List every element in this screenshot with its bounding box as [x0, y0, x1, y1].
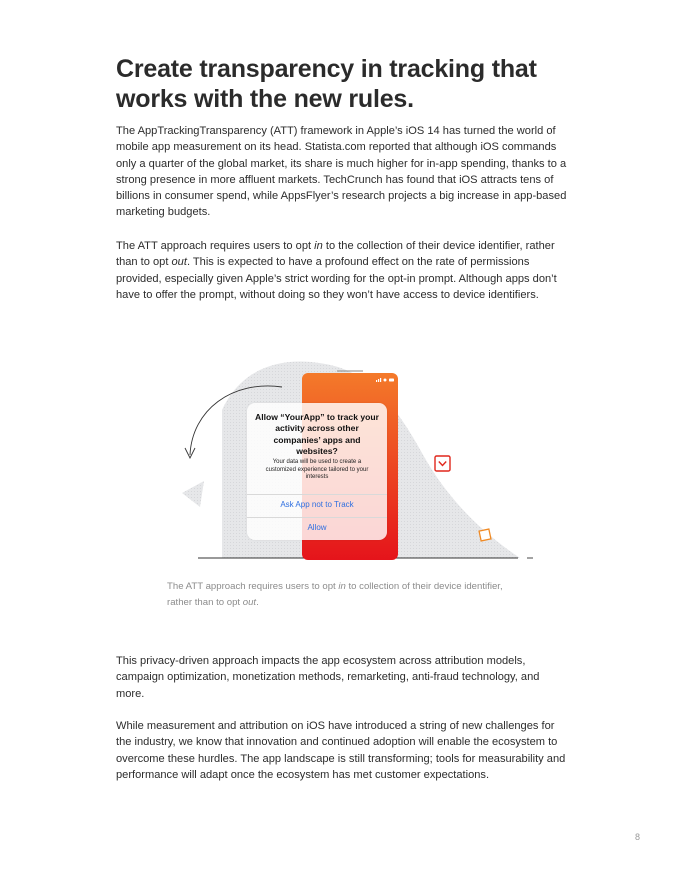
dialog-divider [247, 517, 387, 518]
dialog-message: Your data will be used to create a customized experience tailored to your interests [265, 459, 369, 481]
paragraph-measurement-challenges: While measurement and attribution on iOS have introduced a string of new challenges for the industry, we know that innovation and continued adoption will enable the ecosystem to overcome these hurdles. The app landscape is still transforming; tools for measurability and performance will adapt once the ecosystem has met customer expectations. [116, 720, 566, 781]
paragraph-opt-in-part1: The ATT approach requires users to opt [116, 240, 315, 252]
caption-emphasis-in: in [338, 581, 346, 592]
tracking-permission-dialog [247, 403, 387, 540]
orange-square-decoration [479, 529, 491, 541]
caption-part3: . [256, 596, 259, 608]
page-number: 8 [634, 832, 640, 842]
paragraph-opt-in-part2: to the collection of their device identifier, rather than to opt [116, 240, 555, 269]
ask-not-to-track-button[interactable]: Ask App not to Track [280, 500, 354, 509]
paragraph-opt-in-part3: . This is expected to have a profound effect on the rate of permissions provided, especially given Apple’s strict wording for the opt-in prompt. Although apps don’t have to offer the prompt, without doing so they won’t have access to device identifiers. [116, 256, 557, 301]
dialog-divider [247, 494, 387, 495]
paragraph-ecosystem-impact: This privacy-driven approach impacts the app ecosystem across attribution models, campaign optimization, monetization methods, remarketing, anti-fraud technology, and more. [116, 655, 540, 700]
figure-caption [167, 579, 507, 610]
caption-part1: The ATT approach requires users to opt [167, 581, 339, 592]
paragraph-opt-in-emphasis-in: in [314, 240, 323, 252]
page-title: Create transparency in tracking that works with the new rules. [116, 55, 537, 113]
paragraph-opt-in [116, 238, 568, 303]
allow-button[interactable]: Allow [307, 523, 327, 532]
att-prompt-illustration [160, 355, 540, 570]
caption-emphasis-out: out [242, 596, 257, 608]
paragraph-opt-in-emphasis-out: out [171, 256, 187, 269]
paragraph-att-intro: The AppTrackingTransparency (ATT) framework in Apple’s iOS 14 has turned the world of mobile app measurement on its head. Statista.com reported that although iOS commands only a quarter of the global market, its share is much higher for in-app spending, thanks to a strong presence in more affluent markets. TechCrunch has found that iOS attracts tens of billions in consumer spend, while AppsFlyer’s research projects a big increase in app-based marketing budgets. [116, 125, 567, 219]
dialog-title: Allow “YourApp” to track your activity across other companies’ apps and websites? [255, 412, 379, 457]
caption-part2: to collection of their device identifier, rather than to opt [167, 581, 503, 608]
chevron-badge-icon [435, 456, 450, 471]
